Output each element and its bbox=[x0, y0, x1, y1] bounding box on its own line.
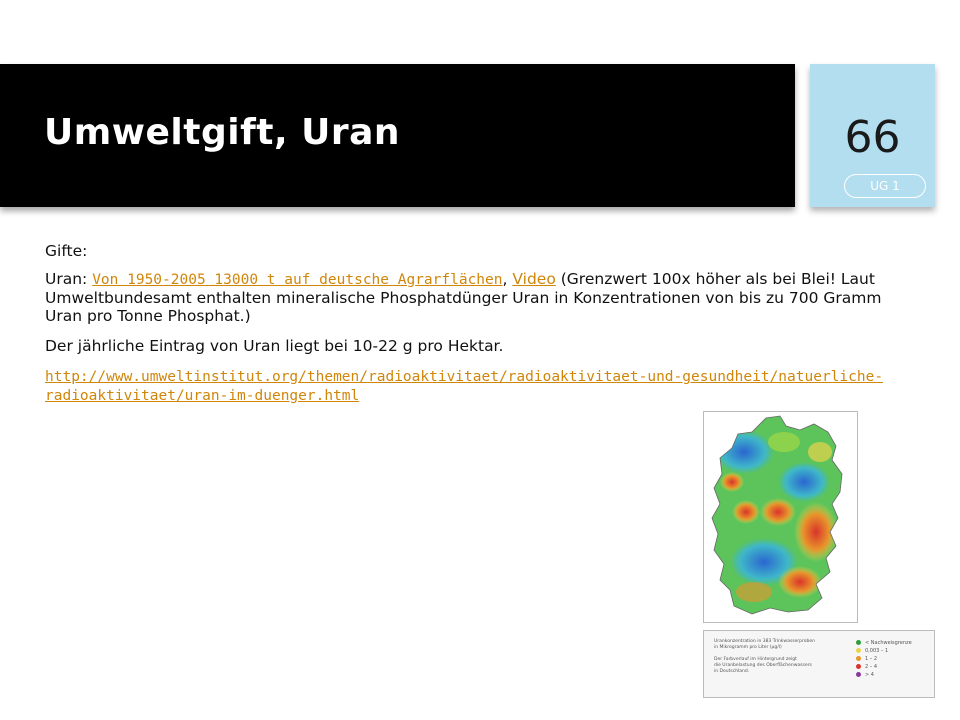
legend-item bbox=[856, 663, 930, 671]
video-link[interactable]: Video bbox=[512, 270, 556, 288]
eintrag-paragraph: Der jährliche Eintrag von Uran liegt bei 10-22 g pro Hektar. bbox=[45, 337, 504, 355]
legend-dot-icon bbox=[856, 640, 861, 645]
legend-label: 0,003 – 1 bbox=[865, 648, 889, 654]
slide-number-box bbox=[810, 64, 935, 207]
legend-dot-icon bbox=[856, 656, 861, 661]
legend-label: 2 – 4 bbox=[865, 664, 878, 670]
legend-item bbox=[856, 639, 930, 647]
germany-map-icon bbox=[704, 412, 857, 622]
uran-description: (Grenzwert 100x höher als bei Blei! Laut Umweltbundesamt enthalten mineralische Phosphatdünger Uran in Konzentrationen von bis zu 700 Gramm Uran pro Tonne Phosphat.) bbox=[45, 270, 882, 325]
slide-number: 66 bbox=[844, 112, 901, 163]
legend-label: 1 – 2 bbox=[865, 656, 878, 662]
link-separator: , bbox=[502, 270, 513, 288]
legend-dot-icon bbox=[856, 672, 861, 677]
umweltinstitut-link[interactable]: http://www.umweltinstitut.org/themen/radioaktivitaet/radioaktivitaet-und-gesundheit/natuerliche-radioaktivitaet/uran-im-duenger.html bbox=[45, 369, 884, 404]
section-tag-badge: UG 1 bbox=[844, 174, 926, 198]
legend-dot-icon bbox=[856, 664, 861, 669]
uran-label: Uran: bbox=[45, 270, 93, 288]
legend-caption-line: in Mikrogramm pro Liter (µg/l) bbox=[714, 645, 782, 650]
content-heading: Gifte: bbox=[45, 242, 88, 260]
legend-item bbox=[856, 655, 930, 663]
legend-label: > 4 bbox=[865, 672, 874, 678]
legend-caption-line: die Uranbelastung des Oberflächenwassers bbox=[714, 663, 812, 668]
uranium-map-image bbox=[703, 411, 858, 623]
legend-items bbox=[856, 639, 930, 679]
legend-item bbox=[856, 671, 930, 679]
map-legend bbox=[703, 630, 935, 698]
slide-content bbox=[45, 242, 900, 417]
legend-caption-line: in Deutschland. bbox=[714, 669, 750, 674]
legend-dot-icon bbox=[856, 648, 861, 653]
legend-label: < Nachweisgrenze bbox=[865, 640, 912, 646]
url-paragraph bbox=[45, 367, 900, 405]
agrarflaechen-link[interactable]: Von 1950-2005 13000 t auf deutsche Agrarflächen bbox=[92, 272, 503, 288]
uran-paragraph bbox=[45, 270, 900, 325]
slide-title: Umweltgift, Uran bbox=[44, 112, 401, 153]
legend-caption bbox=[714, 639, 854, 675]
legend-item bbox=[856, 647, 930, 655]
legend-caption-line: Der Farbverlauf im Hintergrund zeigt bbox=[714, 657, 797, 662]
legend-caption-line: Urankonzentration in 383 Trinkwasserproben bbox=[714, 639, 815, 644]
